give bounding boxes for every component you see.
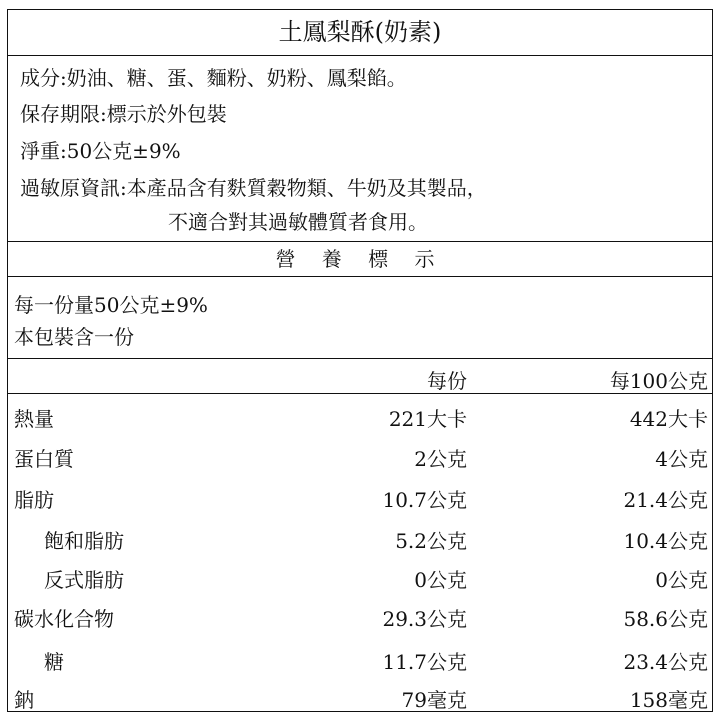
allergen-text-line2: 不適合對其過敏體質者食用。 bbox=[168, 210, 428, 234]
table-row bbox=[8, 484, 712, 524]
divider bbox=[8, 393, 712, 394]
allergen-text-line1: 過敏原資訊:本產品含有麩質穀物類、牛奶及其製品， bbox=[20, 176, 487, 200]
table-row bbox=[8, 684, 712, 724]
per-serving-value: 0公克 bbox=[414, 568, 467, 592]
per-serving-value: 29.3公克 bbox=[382, 607, 467, 631]
table-row bbox=[8, 603, 712, 643]
per-100g-value: 58.6公克 bbox=[623, 607, 708, 631]
per-100g-value: 10.4公克 bbox=[623, 529, 708, 553]
nutrient-name: 蛋白質 bbox=[14, 447, 74, 471]
net-weight-text: 淨重:50公克±9% bbox=[20, 139, 181, 163]
servings-per-package-text: 本包裝含一份 bbox=[14, 325, 134, 349]
nutrient-name: 反式脂肪 bbox=[44, 568, 124, 592]
per-100g-value: 0公克 bbox=[655, 568, 708, 592]
per-100g-value: 4公克 bbox=[655, 447, 708, 471]
nutrient-name: 熱量 bbox=[14, 407, 54, 431]
nutrition-label bbox=[7, 9, 713, 712]
per-serving-value: 79毫克 bbox=[401, 688, 467, 712]
serving-size-text: 每一份量50公克±9% bbox=[14, 293, 208, 317]
nutrition-heading: 營 養 標 示 bbox=[275, 247, 445, 271]
table-row bbox=[8, 564, 712, 604]
divider bbox=[8, 55, 712, 56]
nutrient-name: 飽和脂肪 bbox=[44, 529, 124, 553]
per-serving-value: 10.7公克 bbox=[382, 488, 467, 512]
per-100g-value: 21.4公克 bbox=[623, 488, 708, 512]
product-title: 土鳳梨酥(奶素) bbox=[278, 18, 442, 46]
nutrient-name: 糖 bbox=[44, 650, 64, 674]
per-100g-value: 158毫克 bbox=[629, 688, 708, 712]
table-row bbox=[8, 443, 712, 483]
table-row bbox=[8, 525, 712, 565]
nutrient-name: 鈉 bbox=[14, 688, 34, 712]
shelf-life-text: 保存期限:標示於外包裝 bbox=[20, 102, 227, 126]
table-row bbox=[8, 646, 712, 686]
table-row bbox=[8, 403, 712, 443]
per-serving-value: 11.7公克 bbox=[382, 650, 467, 674]
per-serving-value: 221大卡 bbox=[388, 407, 467, 431]
nutrient-name: 碳水化合物 bbox=[14, 607, 114, 631]
ingredients-text: 成分:奶油、糖、蛋、麵粉、奶粉、鳳梨餡。 bbox=[20, 66, 407, 90]
column-header-per-100g: 每100公克 bbox=[609, 369, 708, 393]
per-100g-value: 442大卡 bbox=[629, 407, 708, 431]
per-serving-value: 5.2公克 bbox=[395, 529, 467, 553]
nutrient-name: 脂肪 bbox=[14, 488, 54, 512]
per-serving-value: 2公克 bbox=[414, 447, 467, 471]
divider bbox=[8, 276, 712, 277]
per-100g-value: 23.4公克 bbox=[623, 650, 708, 674]
divider bbox=[8, 358, 712, 359]
column-header-per-serving: 每份 bbox=[427, 369, 467, 393]
